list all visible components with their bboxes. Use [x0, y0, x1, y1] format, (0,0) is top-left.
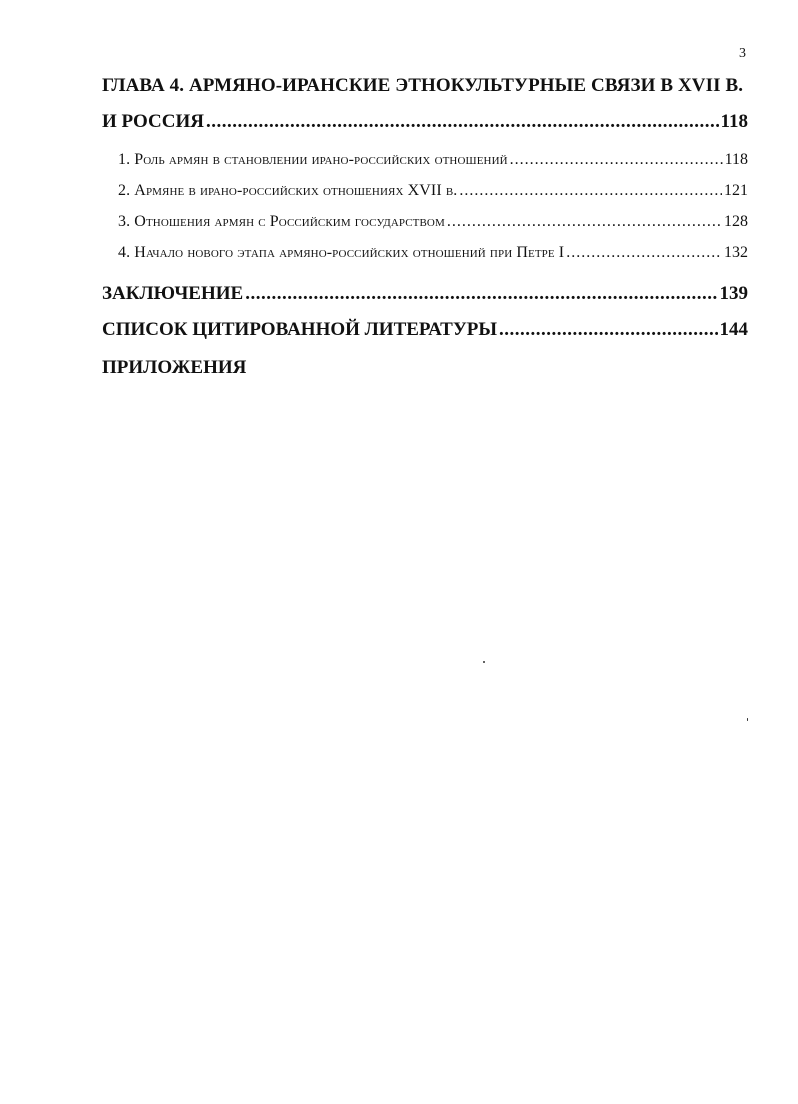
section-page: 118 [724, 151, 748, 168]
chapter-4-heading-line2: И РОССИЯ [102, 111, 204, 132]
appendix-entry[interactable]: ПРИЛОЖЕНИЯ [102, 357, 247, 378]
conclusion-page: 139 [719, 283, 748, 304]
conclusion-title: ЗАКЛЮЧЕНИЕ [102, 283, 244, 304]
chapter-4-sections [102, 144, 748, 268]
dot-leader [510, 144, 723, 175]
conclusion-entry[interactable] [102, 276, 748, 312]
scan-speck [747, 718, 748, 721]
scan-speck [483, 661, 485, 663]
dot-leader [459, 175, 722, 206]
dot-leader [499, 312, 717, 348]
dot-leader [245, 276, 717, 312]
bibliography-title: СПИСОК ЦИТИРОВАННОЙ ЛИТЕРАТУРЫ [102, 319, 498, 340]
bibliography-entry[interactable] [102, 312, 748, 348]
section-title: 3. Отношения армян с Российским государством [118, 213, 445, 230]
page-number: 3 [739, 46, 746, 61]
section-title: 2. Армяне в ирано-российских отношениях XVII в. [118, 182, 458, 199]
chapter-4-page: 118 [720, 111, 748, 132]
dot-leader [447, 206, 722, 237]
section-entry[interactable] [118, 175, 748, 206]
bibliography-page: 144 [719, 319, 748, 340]
section-title: 4. Начало нового этапа армяно-российских отношений при Петре I [118, 244, 565, 261]
chapter-4-heading: ГЛАВА 4. АРМЯНО-ИРАНСКИЕ ЭТНОКУЛЬТУРНЫЕ СВЯЗИ В XVII В. [102, 75, 744, 96]
chapter-4-entry[interactable] [102, 104, 748, 140]
dot-leader [206, 104, 719, 140]
table-of-contents [102, 68, 748, 386]
section-page: 132 [724, 244, 748, 261]
dot-leader [566, 237, 722, 268]
section-entry[interactable] [118, 237, 748, 268]
section-entry[interactable] [118, 206, 748, 237]
section-title: 1. Роль армян в становлении ирано-российских отношений [118, 151, 508, 168]
section-page: 121 [724, 182, 748, 199]
section-entry[interactable] [118, 144, 748, 175]
section-page: 128 [724, 213, 748, 230]
